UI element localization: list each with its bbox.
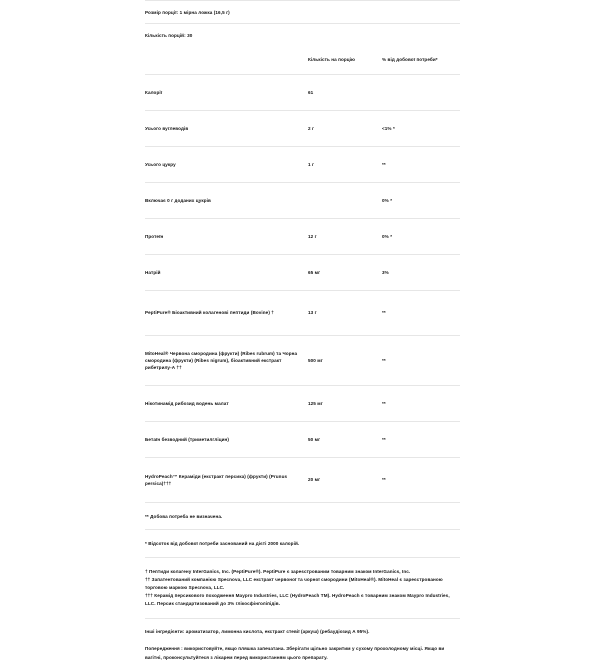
footnote-dagger-2: †† Запатентований компанією Specnova, LLC екстракт червоної та чорної смородини (MitoHeal®). MitoHeal є зареєстрованою торговою маркою Specnova, LLC. [145,576,443,590]
nutrient-name: Натрій [145,255,308,291]
servings-per-container-row: Кількість порцій: 30 [145,33,193,38]
table-body [145,75,460,503]
footnotes-section [145,503,460,619]
nutrient-amount: 61 [308,75,382,111]
nutrient-name: Включає 0 г доданих цукрів [145,183,308,219]
table-row [145,219,460,255]
nutrient-amount: 500 мг [308,336,382,386]
other-ingredients: Інші інгредієнти: ароматизатор, лимонна кислота, екстракт стевії (аркуш) (ребаудіозид А 95%). [145,628,370,634]
nutrient-name: PeptiPure® Біоактивний колагенові пептиди (Bovine) † [145,291,308,336]
warning-text: Попередження : використовуйте, якщо пляшка запечатана. Зберігати щільно закритим у сухому прохолодному місці. Якщо ви вагітні, проконсультуйтеся з лікарем перед використанням цього препарату. [145,645,445,660]
tail-section [145,619,460,663]
nutrient-name: Калорії [145,75,308,111]
nutrient-daily-value: 0% * [382,219,460,255]
nutrient-daily-value: 3% [382,255,460,291]
table-header [145,46,460,75]
nutrient-daily-value: 0% * [382,183,460,219]
serving-size-row: Розмір порції: 1 мірна ложка (16,5 г) [145,10,230,15]
nutrient-daily-value: ** [382,458,460,503]
nutrient-amount: 2 г [308,111,382,147]
table-row [145,75,460,111]
nutrient-amount: 12 г [308,219,382,255]
nutrient-name: Протеїн [145,219,308,255]
nutrient-daily-value: <1% * [382,111,460,147]
table-row [145,147,460,183]
nutrient-amount [308,183,382,219]
footnote-single-star: * Відсоток від добової потреби заснований на дієті 2000 калорій. [145,541,300,547]
nutrient-name: HydroPeach™ Керамiди (екстракт персика) (фрукти) (Prunus persica)††† [145,458,308,503]
table-row [145,422,460,458]
nutrition-facts-table [145,46,460,503]
supplement-facts-panel [145,0,460,663]
nutrient-amount: 50 мг [308,422,382,458]
table-row [145,291,460,336]
table-row [145,255,460,291]
nutrient-name: Усього вуглеводів [145,111,308,147]
column-header-daily-value: % від добової потреби* [382,46,460,75]
table-row [145,386,460,422]
footnote-daggers [145,558,460,618]
table-header-row [145,46,460,75]
nutrient-amount: 20 мг [308,458,382,503]
nutrient-amount: 13 г [308,291,382,336]
nutrient-daily-value: ** [382,336,460,386]
nutrient-amount: 1 г [308,147,382,183]
footnote-double-star: ** Добова потреба не визначена. [145,514,223,519]
footnote-dagger-3: ††† Керамід персикового походження Maypro Industries, LLC (HydroPeach TM). HydroPeach є товарним знаком Maypro Industries, LLC. Персик стандартизований до 3% глікосфінголіпідів. [145,592,450,606]
nutrient-name: Усього цукру [145,147,308,183]
column-header-amount: Кількість на порцію [308,46,382,75]
nutrient-daily-value [382,75,460,111]
table-row [145,111,460,147]
nutrient-name: Нікотинамід рибозид водень малат [145,386,308,422]
nutrient-amount: 65 мг [308,255,382,291]
table-row [145,183,460,219]
column-header-name [145,46,308,75]
nutrient-daily-value: ** [382,386,460,422]
nutrient-name: Бетаїн безводний (триметилгліцин) [145,422,308,458]
nutrient-daily-value: ** [382,147,460,183]
nutrient-amount: 125 мг [308,386,382,422]
nutrient-daily-value: ** [382,422,460,458]
nutrient-name: MitoHeal® Червона смородина (фрукти) (Ribes rubrum) та Чорна смородина (фрукти) (Ribes nigrum), біоактивний екстракт рибетрилу-А †† [145,336,308,386]
footnote-dagger-1: † Пептиди колагену InterGanics, Inc. (PeptiPure®). PeptiPure є зареєстрованим товарним знаком InterGanics, Inc. [145,568,411,574]
table-row [145,458,460,503]
nutrient-daily-value: ** [382,291,460,336]
table-row [145,336,460,386]
